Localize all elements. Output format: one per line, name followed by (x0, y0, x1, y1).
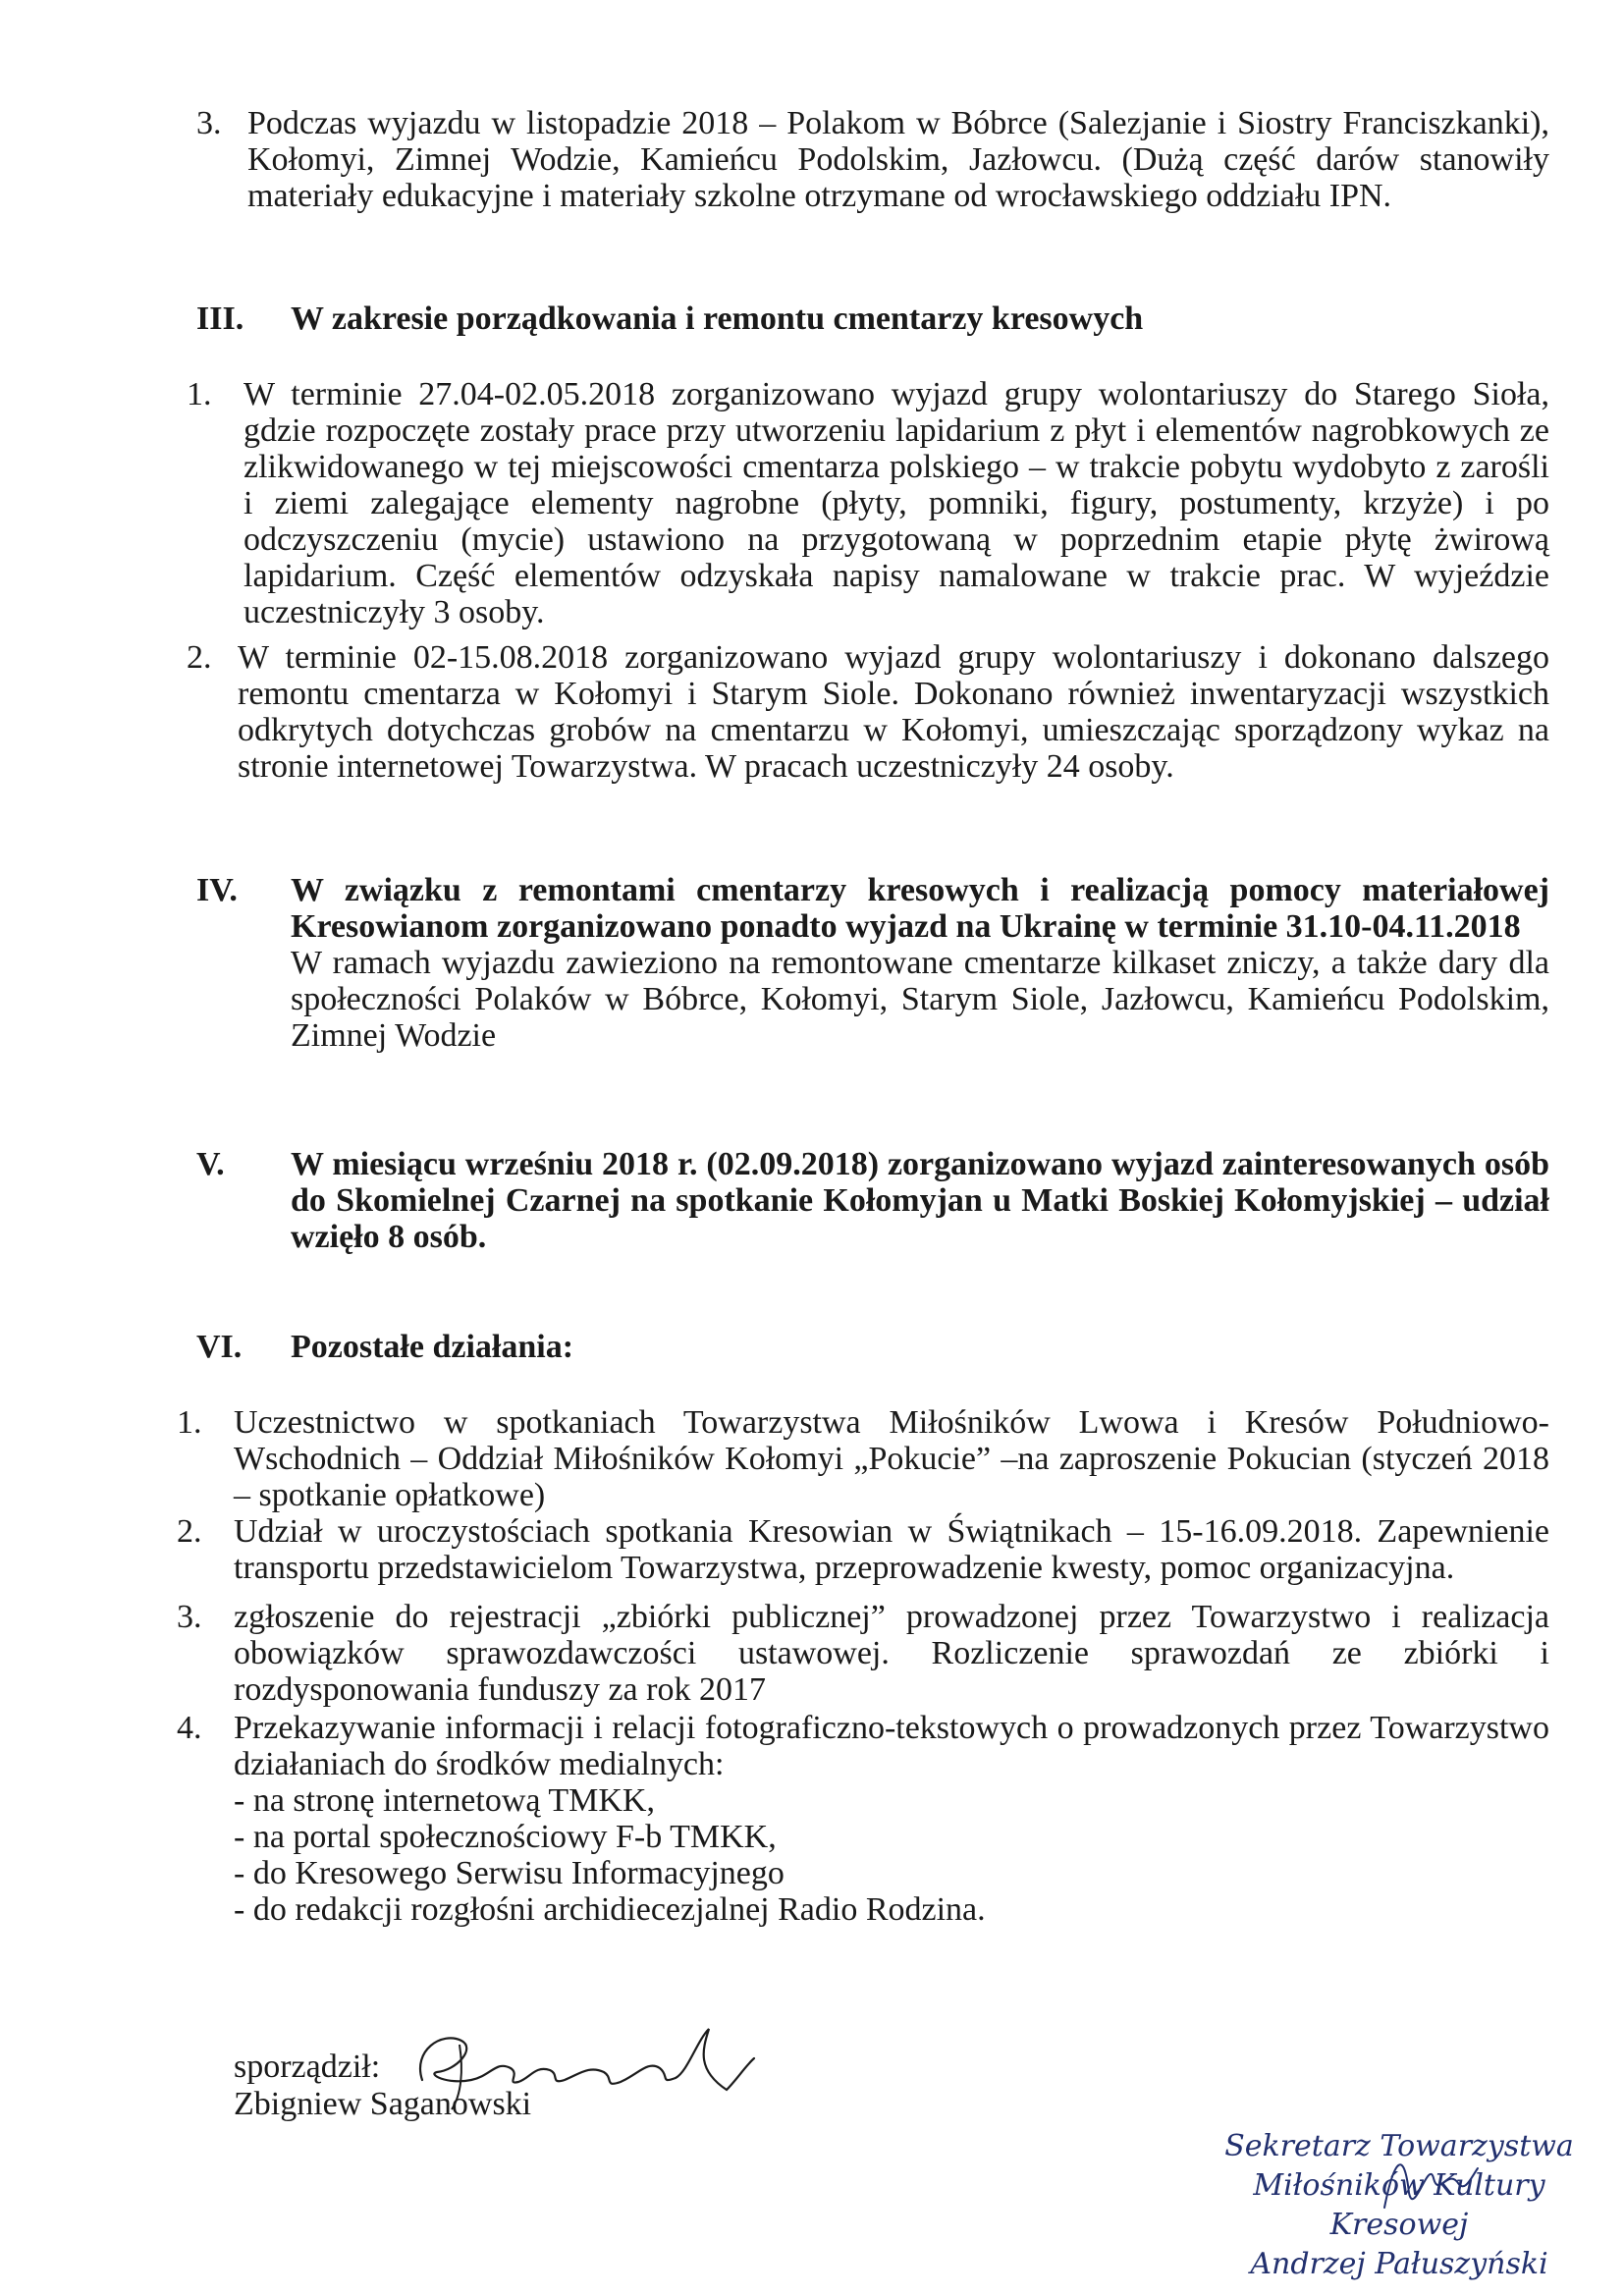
media-list-item: - do redakcji rozgłośni archidiecezjalnej Radio Rodzina. (234, 1891, 986, 1928)
list-text: W terminie 02-15.08.2018 zorganizowano wyjazd grupy wolontariuszy i dokonano dalszego remontu cmentarza w Kołomyi i Starym Siole. Dokonano również inwentaryzacji wszystkich odkrytych dotychczas grobów na cmentarzu w Kołomyi, umieszczając sporządzony wykaz na stronie internetowej Towarzystwa. W pracach uczestniczyły 24 osoby. (238, 639, 1549, 785)
secretary-signature-icon (1375, 2139, 1483, 2227)
prepared-by-label: sporządził: (234, 2049, 381, 2085)
section-number: VI. (196, 1329, 243, 1365)
section-number: V. (196, 1146, 225, 1182)
list-text: Przekazywanie informacji i relacji fotograficzno-tekstowych o prowadzonych przez Towarzystwo działaniach do środków medialnych: (234, 1710, 1549, 1782)
list-number: 3. (177, 1599, 202, 1635)
list-number: 3. (196, 105, 222, 141)
list-text: W terminie 27.04-02.05.2018 zorganizowano wyjazd grupy wolontariuszy do Starego Sioła, gdzie rozpoczęte zostały prace przy utworzeniu lapidarium z płyt i elementów nagrobkowych ze zlikwidowanego w tej miejscowości cmentarza polskiego – w trakcie pobytu wydobyto z zarośli i ziemi zalegające elementy nagrobne (płyty, pomniki, figury, postumenty, krzyże) i po odczyszczeniu (mycie) ustawiono na przygotowaną w poprzednim etapie płytę żwirową lapidarium. Część elementów odzyskała napisy namalowane w trakcie prac. W wyjeździe uczestniczyły 3 osoby. (244, 376, 1549, 630)
list-text: Podczas wyjazdu w listopadzie 2018 – Polakom w Bóbrce (Salezjanie i Siostry Franciszkanki), Kołomyi, Zimnej Wodzie, Kamieńcu Podolskim, Jazłowcu. (Dużą część darów stanowiły materiały edukacyjne i materiały szkolne otrzymane od wrocławskiego oddziału IPN. (247, 105, 1549, 214)
list-item (177, 1710, 1549, 1782)
list-number: 2. (187, 639, 212, 676)
handwritten-signature-icon (403, 2011, 756, 2119)
preparer-name: Zbigniew Saganowski (234, 2086, 532, 2122)
section-number: III. (196, 301, 244, 337)
section-title: W zakresie porządkowania i remontu cmentarzy kresowych (291, 301, 1144, 337)
section-number: IV. (196, 872, 238, 908)
list-number: 1. (187, 376, 212, 412)
stamp-line: Andrzej Pałuszyński (1250, 2247, 1548, 2281)
section-title: W miesiącu wrześniu 2018 r. (02.09.2018) zorganizowano wyjazd zainteresowanych osób do Skomielnej Czarnej na spotkanie Kołomyjan u Matki Boskiej Kołomyjskiej – udział wzięło 8 osób. (291, 1146, 1549, 1255)
list-number: 2. (177, 1513, 202, 1550)
list-item (177, 1599, 1549, 1708)
list-text: Udział w uroczystościach spotkania Kresowian w Świątnikach – 15-16.09.2018. Zapewnienie transportu przedstawicielom Towarzystwa, przeprowadzenie kwesty, pomoc organizacyjna. (234, 1513, 1549, 1586)
list-item (196, 105, 1549, 214)
stamp-line: Sekretarz Towarzystwa (1224, 2129, 1574, 2163)
media-list-item: - do Kresowego Serwisu Informacyjnego (234, 1855, 785, 1891)
section-body: W ramach wyjazdu zawieziono na remontowane cmentarze kilkaset zniczy, a także dary dla społeczności Polaków w Bóbrce, Kołomyi, Starym Siole, Jazłowcu, Kamieńcu Podolskim, Zimnej Wodzie (291, 945, 1549, 1054)
section-title: Pozostałe działania: (291, 1329, 574, 1365)
list-item (187, 376, 1549, 630)
media-list-item: - na portal społecznościowy F-b TMKK, (234, 1819, 777, 1855)
section-title: W związku z remontami cmentarzy kresowych i realizacją pomocy materiałowej Kresowianom zorganizowano ponadto wyjazd na Ukrainę w terminie 31.10-04.11.2018 (291, 872, 1549, 945)
list-item (187, 639, 1549, 785)
media-list-item: - na stronę internetową TMKK, (234, 1782, 655, 1819)
list-item (177, 1404, 1549, 1513)
list-number: 1. (177, 1404, 202, 1441)
list-item (177, 1513, 1549, 1586)
list-text: zgłoszenie do rejestracji „zbiórki publicznej” prowadzonej przez Towarzystwo i realizacja obowiązków sprawozdawczości ustawowej. Rozliczenie sprawozdań ze zbiórki i rozdysponowania funduszy za rok 2017 (234, 1599, 1549, 1708)
stamp-line: Miłośników Kultury Kresowej (1253, 2168, 1545, 2242)
list-number: 4. (177, 1710, 202, 1746)
list-text: Uczestnictwo w spotkaniach Towarzystwa Miłośników Lwowa i Kresów Południowo-Wschodnich – Oddział Miłośników Kołomyi „Pokucie” –na zaproszenie Pokucian (styczeń 2018 – spotkanie opłatkowe) (234, 1404, 1549, 1513)
